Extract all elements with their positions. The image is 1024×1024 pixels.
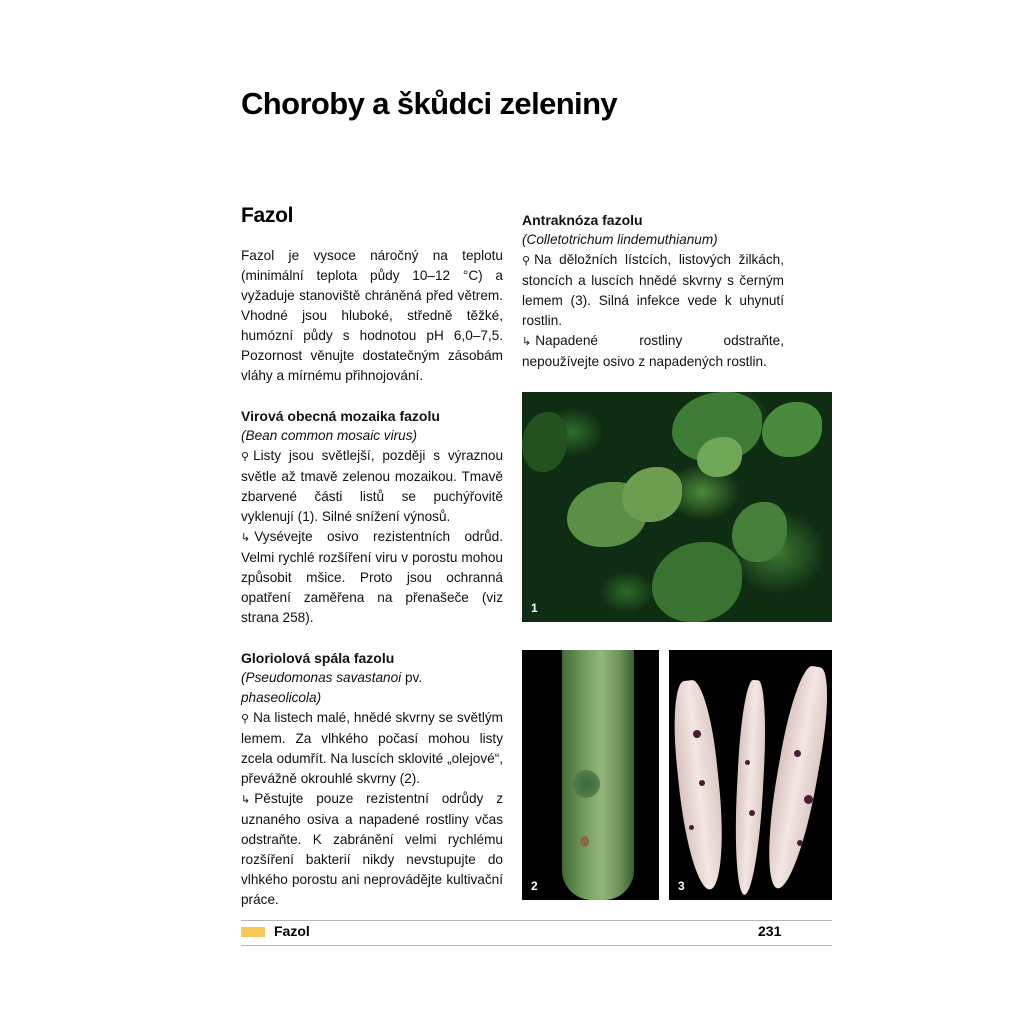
symptoms-body: Listy jsou světlejší, později s výraznou světle až tmavě zelenou mozaikou. Tmavě zbarvené části listů se puchýřovitě vyklenují (1). Silné snížení výnosů. [241, 448, 503, 524]
photo-bean-mosaic [522, 392, 832, 622]
control-text [241, 789, 503, 910]
lesion-spot [693, 730, 701, 738]
pod [562, 650, 634, 900]
symptoms-text [241, 446, 503, 527]
leaf-shape [622, 467, 682, 522]
page-number: 231 [758, 923, 782, 939]
arrow-icon: ↳ [241, 794, 251, 806]
magnifier-icon: ⚲ [241, 713, 250, 725]
latin-name: (Colletotrichum lindemuthianum) [522, 232, 718, 247]
left-column [241, 206, 503, 910]
lesion-spot [749, 810, 755, 816]
intro-text: Fazol je vysoce náročný na teplotu (minimální teplota půdy 10–12 °C) a vyžaduje stanoviště chráněná před větrem. Vhodné jsou hluboké, středně těžké, humózní půdy s hodnotou pH 6,0–7,5. Pozornost věnujte dostatečným zásobám vláhy a mírnému přihnojování. [241, 248, 503, 383]
leaf-shape [762, 402, 822, 457]
control-text [241, 527, 503, 628]
photo-number: 1 [531, 601, 538, 615]
symptoms-text [241, 708, 503, 789]
symptoms-body: Na děložních lístcích, listových žilkách, stoncích a luscích hnědé skvrny s černým lemem (3). Silná infekce vede k uhynutí rostlin. [522, 252, 784, 328]
disease-halo-blight [241, 648, 503, 910]
disease-title: Virová obecná mozaika fazolu [241, 408, 440, 424]
lesion-spot [797, 840, 803, 846]
latin-pv: pv. [401, 670, 423, 685]
leaf-shape [697, 437, 742, 477]
page-title: Choroby a škůdci zeleniny [241, 86, 618, 121]
magnifier-icon: ⚲ [522, 255, 531, 267]
footer-label: Fazol [274, 923, 310, 939]
photo-anthracnose-pods [669, 650, 832, 900]
pod [731, 679, 768, 895]
latin-name: (Bean common mosaic virus) [241, 428, 418, 443]
footer-rule-bottom [241, 945, 832, 946]
disease-title: Antraknóza fazolu [522, 212, 643, 228]
control-body: Vysévejte osivo rezistentních odrůd. Velmi rychlé rozšíření viru v porostu mohou způsobit mšice. Proto jsou ochranná opatření zaměřena na přenašeče (viz strana 258). [241, 529, 503, 625]
pod [758, 663, 832, 892]
symptoms-text [522, 250, 784, 331]
photo-number: 2 [531, 879, 538, 893]
latin-name [241, 668, 503, 708]
footer-rule-top [241, 920, 832, 921]
control-body: Pěstujte pouze rezistentní odrůdy z uznaného osiva a napadené rostliny včas odstraňte. K zabránění velmi rychlému rozšíření bakterií nikdy nevstupujte do vlhkého porostu ani neprovádějte kultivační práce. [241, 791, 503, 907]
lesion-spot [745, 760, 750, 765]
control-body: Napadené rostliny odstraňte, nepoužívejte osivo z napadených rostlin. [522, 333, 784, 369]
latin-pathovar: phaseolicola) [241, 690, 322, 705]
photo-number: 3 [678, 879, 685, 893]
arrow-icon: ↳ [522, 336, 532, 348]
arrow-icon: ↳ [241, 532, 251, 544]
latin-genus: (Pseudomonas savastanoi [241, 670, 402, 685]
disease-anthracnose [522, 210, 784, 372]
disease-title: Gloriolová spála fazolu [241, 650, 395, 666]
lesion-spot [794, 750, 801, 757]
leaf-shape [732, 502, 787, 562]
section-title: Fazol [241, 204, 294, 227]
symptoms-body: Na listech malé, hnědé skvrny se světlým lemem. Za vlhkého počasí mohou listy zcela odumřít. Na luscích sklovité „olejové“, převážně okrouhlé skvrny (2). [241, 710, 503, 786]
footer-color-bar [241, 927, 265, 937]
control-text [522, 331, 784, 372]
lesion-spot [804, 795, 813, 804]
right-column [522, 210, 784, 372]
lesion-spot [572, 770, 600, 798]
lesion-spot [689, 825, 694, 830]
disease-bean-mosaic [241, 406, 503, 628]
photo-halo-blight-pod [522, 650, 659, 900]
lesion-spot [580, 836, 589, 847]
magnifier-icon: ⚲ [241, 451, 250, 463]
lesion-spot [699, 780, 705, 786]
leaf-shape [652, 542, 742, 622]
leaf-shape [522, 412, 567, 472]
